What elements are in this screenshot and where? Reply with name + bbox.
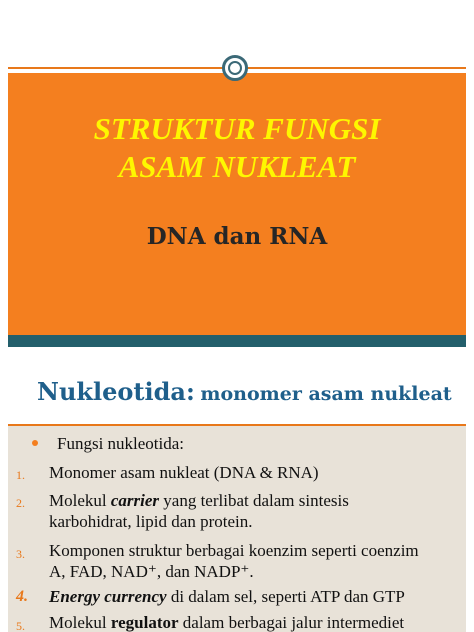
title-desc: monomer asam nukleat (200, 383, 452, 405)
title-term: Nukleotida: (37, 377, 195, 406)
slide-title (8, 110, 466, 186)
slide-title-line-1: STRUKTUR FUNGSI (93, 111, 381, 146)
content-slide (8, 364, 466, 632)
bottom-band (8, 335, 466, 347)
content-slide-title (37, 377, 452, 406)
list-number: 4. (16, 588, 28, 605)
list-text: Monomer asam nukleat (DNA & RNA) (49, 463, 319, 482)
list-text: Energy currency di dalam sel, seperti ATP dan GTP (49, 587, 405, 606)
list-number: 1. (16, 468, 25, 482)
slide-subtitle: DNA dan RNA (146, 223, 328, 250)
list-text: Molekul carrier yang terlibat dalam sintesis karbohidrat, lipid dan protein. (49, 491, 349, 531)
list-number: 2. (16, 496, 25, 510)
slide-title-line-2: ASAM NUKLEAT (118, 149, 356, 184)
list-number: 5. (16, 619, 25, 632)
bullet-dot-icon (32, 440, 38, 446)
list-number: 3. (16, 547, 25, 561)
title-slide (8, 2, 466, 347)
list-text: Komponen struktur berbagai koenzim seperti coenzim A, FAD, NAD⁺, dan NADP⁺. (49, 541, 419, 581)
circle-connector-icon (222, 55, 248, 81)
list-text: Molekul regulator dalam berbagai jalur intermediet (49, 613, 405, 632)
bullet-text: Fungsi nukleotida: (57, 434, 185, 453)
